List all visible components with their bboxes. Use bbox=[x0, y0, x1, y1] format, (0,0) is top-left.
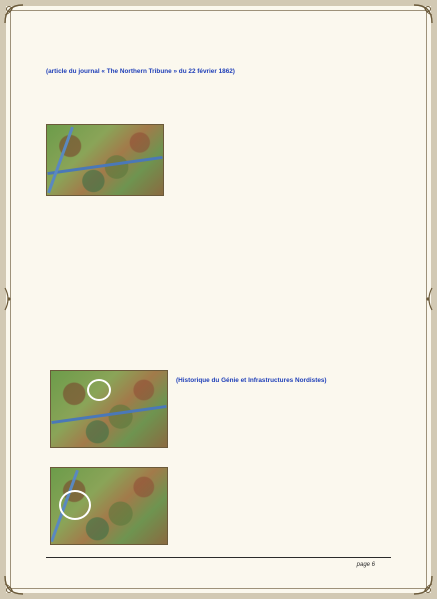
corner-ornament-icon bbox=[412, 574, 434, 596]
footer-divider bbox=[46, 557, 391, 558]
corner-ornament-icon bbox=[3, 574, 25, 596]
page-number: page 6 bbox=[356, 562, 375, 568]
highlight-circle bbox=[59, 490, 91, 520]
side-ornament-icon bbox=[3, 286, 13, 312]
intro-article-link[interactable]: (article du journal « The Northern Tribune » du 22 février 1862) bbox=[46, 68, 235, 75]
corner-ornament-icon bbox=[3, 3, 25, 25]
highlight-circle bbox=[87, 379, 111, 401]
map-image-3 bbox=[50, 467, 168, 545]
map-image-1 bbox=[46, 124, 164, 196]
river-line bbox=[47, 155, 162, 174]
historique-link[interactable]: (Historique du Génie et Infrastructures Nordistes) bbox=[176, 377, 327, 384]
map-2-caption bbox=[176, 377, 398, 385]
intro-paragraph bbox=[46, 68, 396, 76]
river-line bbox=[51, 405, 166, 424]
map-image-2 bbox=[50, 370, 168, 448]
river-line bbox=[47, 127, 74, 194]
side-ornament-icon bbox=[424, 286, 434, 312]
corner-ornament-icon bbox=[412, 3, 434, 25]
